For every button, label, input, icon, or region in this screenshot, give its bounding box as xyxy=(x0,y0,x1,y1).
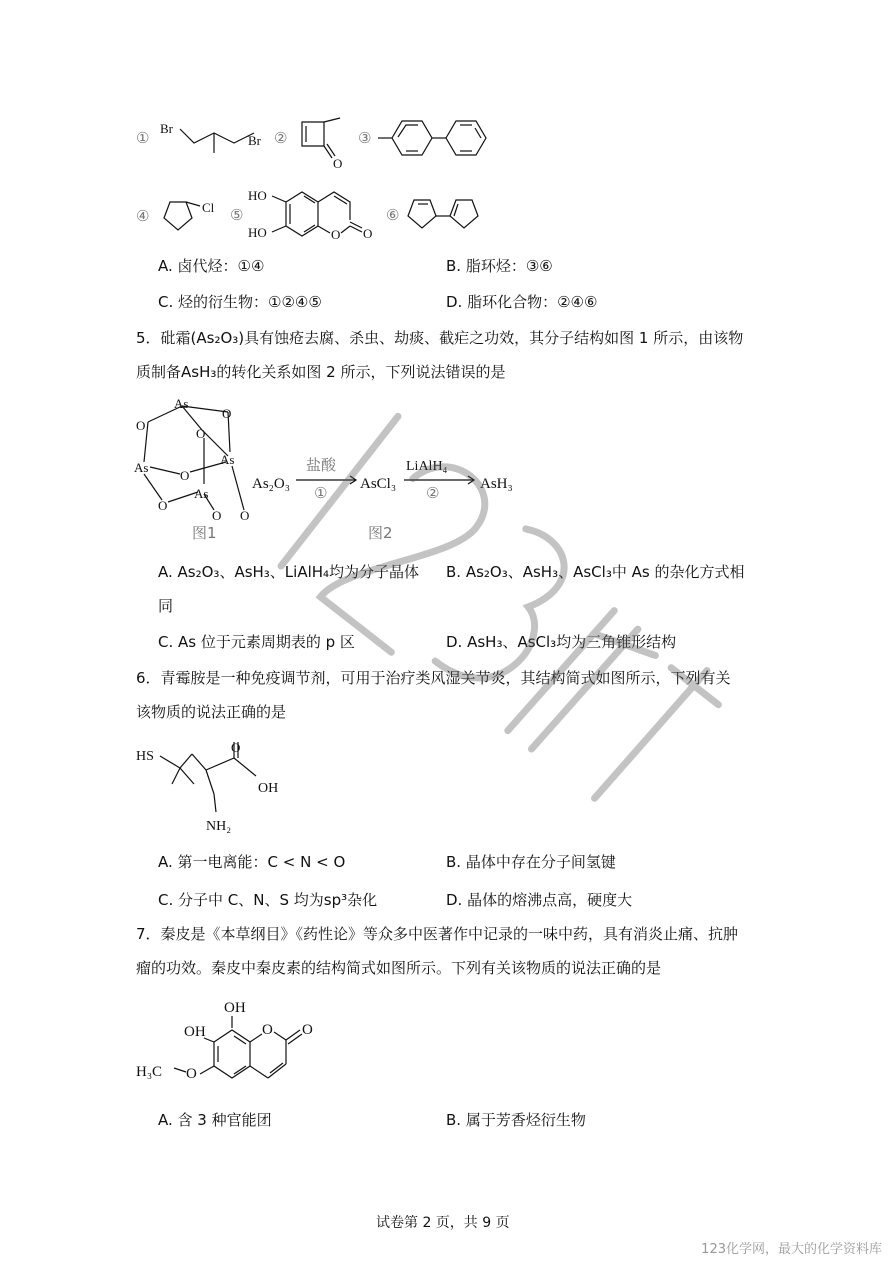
atom-o-5: O xyxy=(158,498,168,513)
structure-4 xyxy=(130,192,230,240)
q5-option-c: C. As 位于元素周期表的 p 区 xyxy=(158,633,355,651)
structure-label-6: ⑥ xyxy=(386,206,400,224)
watermark-logo xyxy=(220,360,740,880)
reagent-lialh4: LiAlH₄ xyxy=(406,459,448,474)
structure-label-2: ② xyxy=(274,129,288,147)
q5-option-b-line2: 同 xyxy=(158,597,174,615)
structure-2 xyxy=(272,112,362,174)
atom-nh2: NH₂ xyxy=(206,819,232,834)
step-1: ① xyxy=(314,484,328,502)
atom-o-carbonyl: O xyxy=(302,1022,313,1038)
structure-1 xyxy=(130,115,270,165)
species-as2o3: As₂O₃ xyxy=(252,476,290,492)
atom-o-ring: O xyxy=(331,227,341,242)
atom-o-2: O xyxy=(136,418,146,433)
atom-ho-1: HO xyxy=(248,188,267,203)
species-ash3: AsH₃ xyxy=(480,476,513,492)
q7-stem-line2: 瘤的功效。秦皮中秦皮素的结构简式如图所示。下列有关该物质的说法正确的是 xyxy=(136,959,662,977)
q4-option-a: A. 卤代烃：①④ xyxy=(158,257,265,275)
structure-label-4: ④ xyxy=(136,207,150,225)
atom-o-3: O xyxy=(196,426,206,441)
atom-o: O xyxy=(333,156,343,171)
reagent-hcl: 盐酸 xyxy=(306,456,337,474)
q7-structure xyxy=(134,994,344,1090)
atom-oh: OH xyxy=(258,781,279,796)
q6-stem-line1: 6．青霉胺是一种免疫调节剂，可用于治疗类风湿关节炎，其结构简式如图所示，下列有关 xyxy=(136,669,731,687)
atom-o-1: O xyxy=(222,406,232,421)
figure-1-caption: 图1 xyxy=(192,524,217,542)
atom-o-4: O xyxy=(180,468,190,483)
atom-o-ring: O xyxy=(262,1022,273,1038)
atom-as-bottom: As xyxy=(194,486,209,501)
q6-option-a: A. 第一电离能：C < N < O xyxy=(158,853,346,871)
structure-label-3: ③ xyxy=(358,129,372,147)
structure-label-1: ① xyxy=(136,129,150,147)
atom-hs: HS xyxy=(136,749,154,764)
page-footer: 试卷第 2 页，共 9 页 xyxy=(376,1215,510,1231)
atom-cl: Cl xyxy=(202,200,215,215)
figure-2-caption: 图2 xyxy=(368,524,393,542)
structure-label-5: ⑤ xyxy=(230,206,244,224)
q7-stem-line1: 7．秦皮是《本草纲目》《药性论》等众多中医著作中记录的一味中药，具有消炎止痛、抗肿 xyxy=(136,925,739,943)
site-footer-text: 123化学网，最大的化学资料库 xyxy=(701,1242,882,1257)
q5-option-a: A. As₂O₃、AsH₃、LiAlH₄均为分子晶体 xyxy=(158,563,420,581)
atom-ho-2: HO xyxy=(248,225,267,240)
atom-oh-top: OH xyxy=(224,1000,246,1016)
atom-o-7: O xyxy=(240,508,250,523)
atom-h3c: H₃C xyxy=(136,1064,163,1080)
structure-3 xyxy=(356,115,501,163)
structure-5 xyxy=(228,182,388,244)
q6-option-c: C. 分子中 C、N、S 均为sp³杂化 xyxy=(158,891,378,909)
atom-o-methoxy: O xyxy=(186,1066,197,1082)
species-ascl3: AsCl₃ xyxy=(360,476,397,492)
q5-option-d: D. AsH₃、AsCl₃均为三角锥形结构 xyxy=(446,633,677,651)
atom-br-2: Br xyxy=(248,133,261,148)
q4-option-d: D. 脂环化合物：②④⑥ xyxy=(446,293,598,311)
q5-option-b-line1: B. As₂O₃、AsH₃、AsCl₃中 As 的杂化方式相 xyxy=(446,563,745,581)
q4-option-c: C. 烃的衍生物：①②④⑤ xyxy=(158,293,322,311)
q7-option-a: A. 含 3 种官能团 xyxy=(158,1111,272,1129)
q5-stem-line1: 5．砒霜(As₂O₃)具有蚀疮去腐、杀虫、劫痰、截疟之功效，其分子结构如图 1 所示，由该物 xyxy=(136,329,744,347)
atom-as-left: As xyxy=(134,460,149,475)
q4-option-b: B. 脂环烃：③⑥ xyxy=(446,257,553,275)
atom-o-carbonyl: O xyxy=(363,226,373,241)
atom-oh-left: OH xyxy=(184,1024,206,1040)
atom-br-1: Br xyxy=(160,121,173,136)
q6-option-d: D. 晶体的熔沸点高，硬度大 xyxy=(446,891,633,909)
atom-as-right: As xyxy=(220,452,235,467)
atom-o-6: O xyxy=(212,508,222,523)
q7-option-b: B. 属于芳香烃衍生物 xyxy=(446,1111,586,1129)
atom-as-top: As xyxy=(174,396,189,411)
q5-stem-line2: 质制备AsH₃的转化关系如图 2 所示，下列说法错误的是 xyxy=(136,363,506,381)
q6-option-b: B. 晶体中存在分子间氢键 xyxy=(446,853,616,871)
q6-stem-line2: 该物质的说法正确的是 xyxy=(136,703,287,721)
structure-6 xyxy=(384,192,494,240)
atom-o: O xyxy=(231,740,241,755)
step-2: ② xyxy=(426,484,440,502)
